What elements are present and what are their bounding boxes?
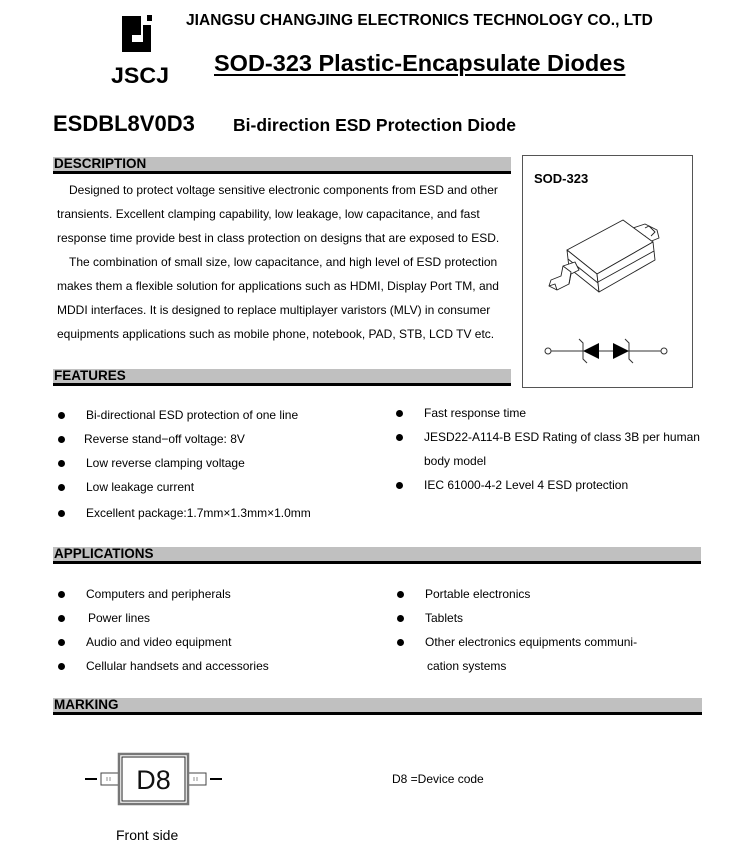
bullet-icon (397, 615, 404, 622)
package-label: SOD-323 (534, 171, 589, 186)
application-text: cation systems (427, 659, 507, 673)
description-line: MDDI interfaces. It is designed to replace multiplayer varistors (MLV) in consumer (57, 303, 491, 317)
application-text: Power lines (88, 611, 151, 625)
list-item (396, 473, 716, 497)
list-item (58, 654, 378, 678)
list-item (397, 630, 717, 654)
application-text: Portable electronics (425, 587, 531, 601)
bullet-icon (397, 591, 404, 598)
list-item (396, 401, 716, 425)
company-name: JIANGSU CHANGJING ELECTRONICS TECHNOLOGY CO., LTD (186, 12, 653, 29)
list-item (58, 606, 378, 630)
bullet-icon (58, 663, 65, 670)
part-description: Bi-direction ESD Protection Diode (233, 115, 516, 135)
bullet-icon (396, 482, 403, 489)
applications-list-right (397, 582, 717, 678)
bullet-icon (58, 484, 65, 491)
feature-text: Low leakage current (86, 480, 195, 494)
section-header-features (53, 369, 511, 386)
list-item-continuation (396, 449, 716, 473)
feature-text: body model (424, 454, 487, 468)
bullet-icon (58, 412, 65, 419)
bullet-icon (58, 510, 65, 517)
description-line: The combination of small size, low capacitance, and high level of ESD protection (69, 255, 498, 269)
section-header-marking (53, 698, 702, 715)
description-line: equipments applications such as mobile phone, notebook, PAD, STB, LCD TV etc. (57, 327, 495, 341)
application-text: Computers and peripherals (86, 587, 231, 601)
marking-code: D8 (136, 765, 171, 795)
list-item (397, 606, 717, 630)
list-item (58, 451, 378, 475)
section-header-applications (53, 547, 701, 564)
section-title: APPLICATIONS (54, 546, 154, 561)
bullet-icon (58, 460, 65, 467)
bullet-icon (58, 639, 65, 646)
part-number: ESDBL8V0D3 (53, 111, 195, 136)
bidirectional-diode-symbol-icon (541, 331, 671, 371)
series-title: SOD-323 Plastic-Encapsulate Diodes (214, 50, 626, 76)
list-item (58, 582, 378, 606)
list-item (58, 403, 378, 427)
list-item (58, 501, 378, 525)
jscj-logo (108, 13, 172, 88)
device-code-legend: D8 =Device code (392, 772, 484, 786)
features-list-left (58, 403, 378, 525)
list-item-continuation (397, 654, 717, 678)
application-text: Audio and video equipment (86, 635, 232, 649)
feature-text: Excellent package:1.7mm×1.3mm×1.0mm (86, 506, 311, 520)
application-text: Other electronics equipments communi- (425, 635, 638, 649)
application-text: Tablets (425, 611, 464, 625)
list-item (397, 582, 717, 606)
description-text (57, 178, 507, 346)
section-title: DESCRIPTION (54, 156, 147, 171)
feature-text: JESD22-A114-B ESD Rating of class 3B per human (424, 430, 700, 444)
bullet-icon (58, 591, 65, 598)
applications-list-left (58, 582, 378, 678)
package-box (522, 155, 693, 388)
list-item (58, 630, 378, 654)
section-title: MARKING (54, 697, 119, 712)
feature-text: Low reverse clamping voltage (86, 456, 245, 470)
sod323-package-drawing-icon (541, 206, 671, 301)
bullet-icon (58, 436, 65, 443)
description-line: transients. Excellent clamping capability, low leakage, low capacitance, and fast (57, 207, 480, 221)
feature-text: IEC 61000-4-2 Level 4 ESD protection (424, 478, 629, 492)
section-title: FEATURES (54, 368, 126, 383)
features-list-right (396, 401, 716, 497)
bullet-icon (397, 639, 404, 646)
feature-text: Bi-directional ESD protection of one line (86, 408, 299, 422)
description-line: Designed to protect voltage sensitive electronic components from ESD and other (69, 183, 498, 197)
list-item (58, 475, 378, 499)
marking-caption: Front side (116, 827, 179, 843)
marking-diagram (85, 752, 225, 808)
feature-text: Reverse stand−off voltage: 8V (84, 432, 245, 446)
list-item (58, 427, 378, 451)
list-item (396, 425, 716, 449)
description-line: response time provide best in class protection on designs that are exposed to ESD. (57, 231, 500, 245)
bullet-icon (396, 410, 403, 417)
bullet-icon (58, 615, 65, 622)
section-header-description (53, 157, 511, 174)
bullet-icon (396, 434, 403, 441)
description-line: makes them a flexible solution for applications such as HDMI, Display Port TM, and (57, 279, 499, 293)
feature-text: Fast response time (424, 406, 527, 420)
application-text: Cellular handsets and accessories (86, 659, 269, 673)
logo-text: JSCJ (111, 63, 169, 88)
